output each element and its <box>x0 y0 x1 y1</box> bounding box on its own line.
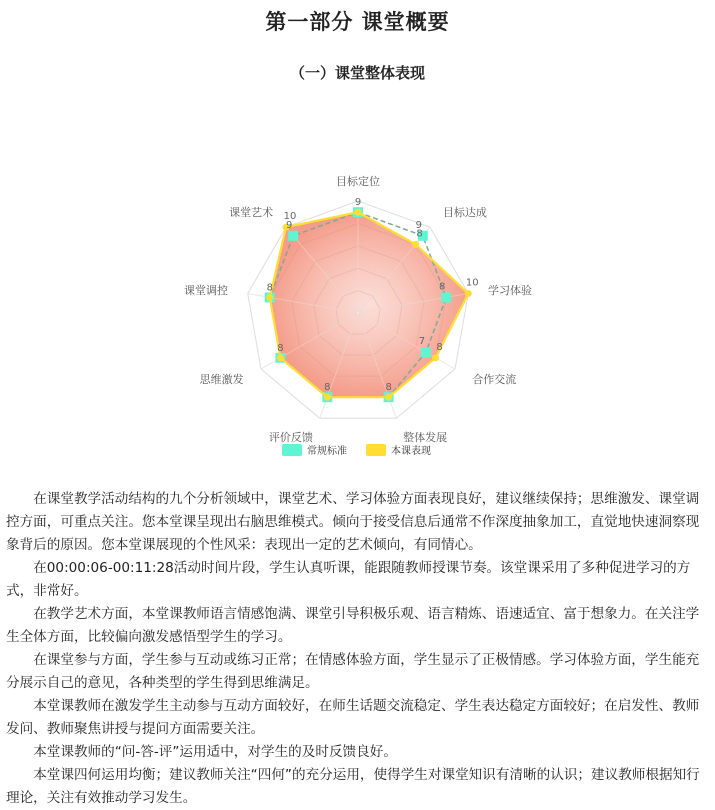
axis-label: 评价反馈 <box>268 431 313 445</box>
point-standard <box>441 292 451 302</box>
point-current <box>277 354 284 361</box>
value-label: 8 <box>416 228 423 240</box>
axis-label: 目标定位 <box>336 175 380 188</box>
axis-label: 思维激发 <box>199 373 244 386</box>
chart-legend <box>282 444 431 457</box>
value-label: 9 <box>415 219 422 231</box>
point-standard <box>421 347 431 357</box>
legend-swatch <box>366 444 386 456</box>
axis-label: 目标达成 <box>442 205 487 219</box>
value-label: 9 <box>286 219 293 231</box>
value-label: 8 <box>324 382 331 394</box>
point-current <box>385 394 392 401</box>
axis-label: 课堂调控 <box>184 284 229 298</box>
value-label: 7 <box>418 336 426 348</box>
value-label: 10 <box>465 277 479 289</box>
value-label: 8 <box>385 382 392 394</box>
axis-label: 合作交流 <box>472 373 517 386</box>
paragraph: 本堂课教师在激发学生主动参与互动方面较好，在师生话题交流稳定、学生表达稳定方面较好；在启发性、教师发问、教师聚焦讲授与提问方面需要关注。 <box>6 698 700 737</box>
point-current <box>412 241 419 248</box>
point-current <box>266 294 273 301</box>
point-current <box>324 394 331 401</box>
legend-swatch <box>282 444 302 456</box>
paragraph: 在00:00:06-00:11:28活动时间片段，学生认真听课，能跟随教师授课节奏。该堂课采用了多种促进学习的方式，非常好。 <box>6 560 691 599</box>
value-label: 10 <box>283 211 297 223</box>
section-subtitle: （一）课堂整体表现 <box>289 64 425 82</box>
series-area-fill <box>270 212 469 397</box>
paragraph: 在教学艺术方面，本堂课教师语言情感饱满、课堂引导积极乐观、语言精炼、语速适宜、富于想象力。在关注学生全体方面，比较偏向激发感悟型学生的学习。 <box>6 606 700 645</box>
point-current <box>432 354 439 361</box>
point-current <box>465 290 472 297</box>
axis-label: 整体发展 <box>403 431 448 445</box>
value-label: 8 <box>439 281 446 293</box>
legend-label: 本课表现 <box>391 446 431 457</box>
paragraph: 在课堂参与方面，学生参与互动或练习正常；在情感体验方面，学生显示了正极情感。学习体验方面，学生能充分展示自己的意见，各种类型的学生得到思维满足。 <box>6 652 700 691</box>
value-label: 8 <box>266 282 273 294</box>
value-label: 9 <box>354 197 362 209</box>
point-standard <box>288 231 298 241</box>
axis-label: 学习体验 <box>487 284 532 298</box>
paragraph: 在课堂教学活动结构的九个分析领域中，课堂艺术、学习体验方面表现良好，建议继续保持；思维激发、课堂调控方面，可重点关注。您本堂课呈现出右脑思维模式。倾向于接受信息后通常不作深度抽象加工，直觉地快速洞察现象背后的原因。您本堂课展现的个性风采：表现出一定的艺术倾向，有同情心。 <box>6 491 700 553</box>
paragraph: 本堂课四何运用均衡；建议教师关注“四何”的充分运用，使得学生对课堂知识有清晰的认识；建议教师根据知行理论，关注有效推动学习发生。 <box>6 767 700 806</box>
axis-label: 课堂艺术 <box>229 205 274 219</box>
summary-text <box>6 488 709 810</box>
value-label: 8 <box>436 341 443 353</box>
legend-label: 常规标准 <box>307 446 347 457</box>
value-label: 8 <box>277 342 284 354</box>
radar-chart <box>0 130 715 470</box>
paragraph: 本堂课教师的“问-答-评”运用适中，对学生的及时反馈良好。 <box>33 744 397 760</box>
page-title: 第一部分 课堂概要 <box>265 10 450 34</box>
point-current <box>355 209 362 216</box>
